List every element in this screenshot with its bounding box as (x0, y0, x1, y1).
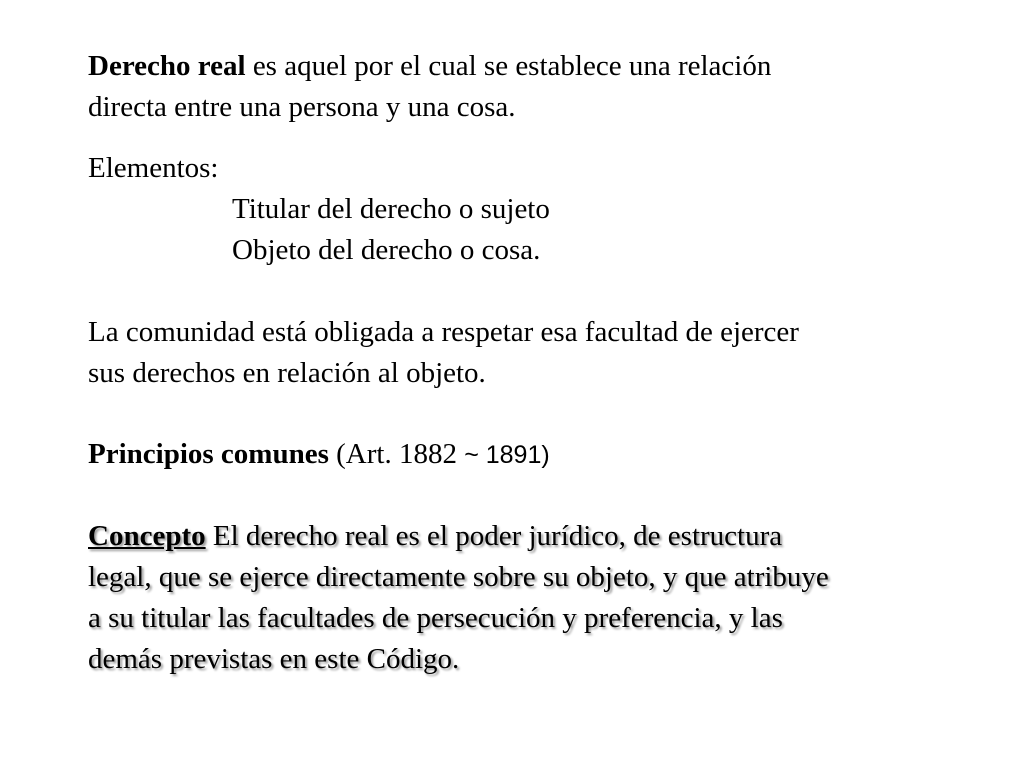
concept-line-4: demás previstas en este Código. (88, 643, 460, 675)
principles-ref-range: ~ 1891) (464, 441, 550, 469)
community-line-1: La comunidad está obligada a respetar esa facultad de ejercer (88, 316, 799, 348)
concept-line-1-rest: El derecho real es el poder jurídico, de estructura (205, 520, 783, 552)
element-item-object: Objeto del derecho o cosa. (232, 234, 541, 266)
concept-line-3: a su titular las facultades de persecución y preferencia, y las (88, 602, 783, 634)
definition-line-1-rest: es aquel por el cual se establece una relación (245, 50, 772, 82)
definition-line-1 (88, 46, 988, 87)
concept-line-2: legal, que se ejerce directamente sobre su objeto, y que atribuye (88, 561, 829, 593)
definition-line-2: directa entre una persona y una cosa. (88, 91, 516, 123)
element-item-subject: Titular del derecho o sujeto (232, 193, 550, 225)
principles-heading (88, 434, 988, 476)
definition-paragraph (88, 46, 988, 128)
principles-ref-open: (Art. 1882 (328, 438, 465, 470)
community-line-2: sus derechos en relación al objeto. (88, 357, 486, 389)
concept-label: Concepto (88, 520, 206, 552)
definition-term: Derecho real (88, 50, 246, 82)
community-paragraph (88, 312, 988, 394)
elements-heading: Elementos: (88, 152, 219, 184)
concept-paragraph (88, 516, 988, 680)
concept-line-1 (88, 516, 988, 557)
principles-title: Principios comunes (88, 438, 329, 470)
elements-section (88, 148, 988, 271)
